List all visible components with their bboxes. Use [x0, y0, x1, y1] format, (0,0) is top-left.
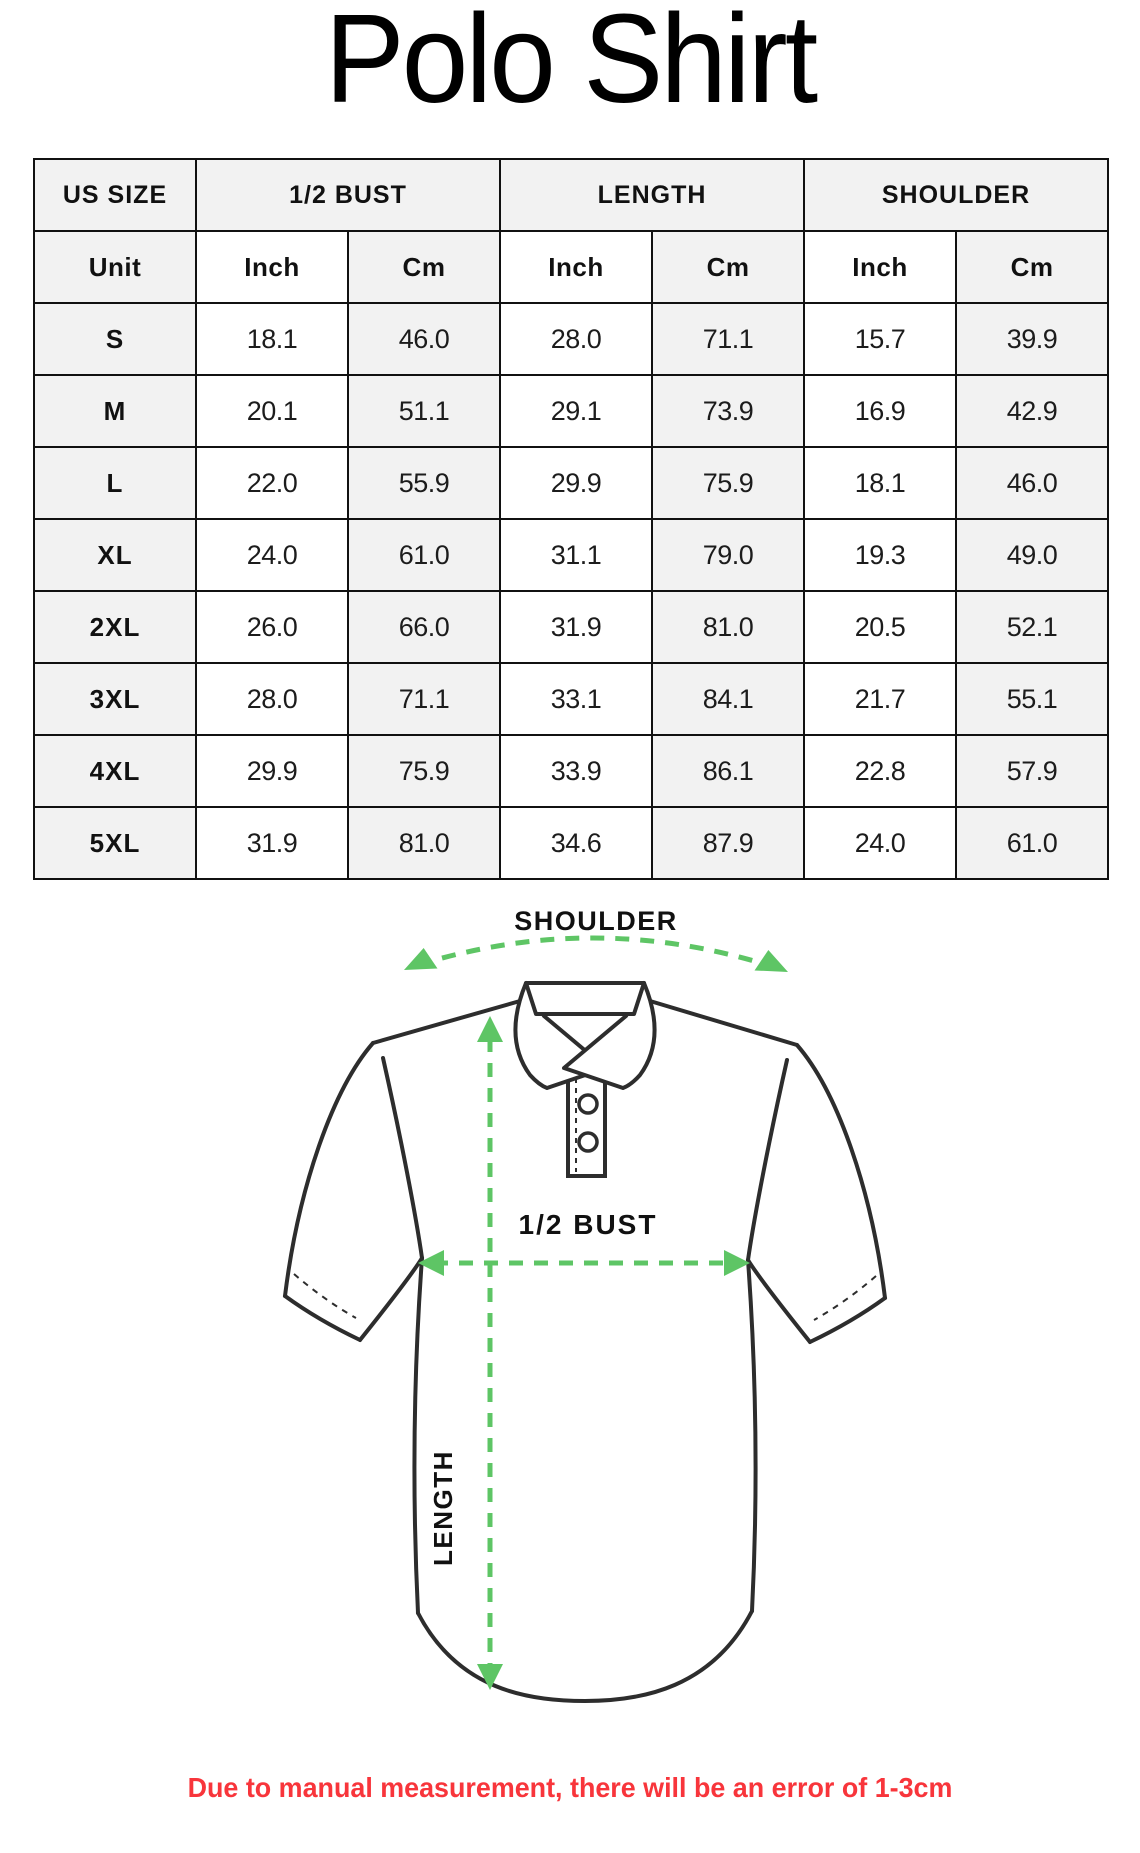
hem — [418, 1611, 752, 1701]
size-cell: 4XL — [34, 735, 196, 807]
value-cell: 73.9 — [652, 375, 804, 447]
table-row — [34, 447, 1108, 519]
shoulder-arrow-right-icon — [755, 948, 793, 981]
value-cell: 31.9 — [500, 591, 652, 663]
value-cell: 22.8 — [804, 735, 956, 807]
size-cell: XL — [34, 519, 196, 591]
length-label: LENGTH — [428, 1450, 458, 1566]
value-cell: 28.0 — [196, 663, 348, 735]
right-body-side — [748, 1260, 755, 1611]
shoulder-label: SHOULDER — [514, 906, 678, 936]
col-header-shoulder: SHOULDER — [804, 159, 1108, 231]
col-header-us-size: US SIZE — [34, 159, 196, 231]
unit-cm: Cm — [956, 231, 1108, 303]
value-cell: 29.1 — [500, 375, 652, 447]
size-cell: S — [34, 303, 196, 375]
value-cell: 24.0 — [196, 519, 348, 591]
table-row — [34, 303, 1108, 375]
value-cell: 57.9 — [956, 735, 1108, 807]
right-cuff-stitch — [814, 1276, 876, 1320]
left-sleeve-outer-edge — [285, 1043, 373, 1296]
value-cell: 19.3 — [804, 519, 956, 591]
value-cell: 26.0 — [196, 591, 348, 663]
table-row — [34, 519, 1108, 591]
size-cell: 3XL — [34, 663, 196, 735]
value-cell: 52.1 — [956, 591, 1108, 663]
measurement-error-note: Due to manual measurement, there will be an error of 1-3cm — [187, 1772, 953, 1803]
table-row — [34, 735, 1108, 807]
size-cell: L — [34, 447, 196, 519]
value-cell: 18.1 — [196, 303, 348, 375]
right-sleeve-cuff — [810, 1298, 885, 1342]
size-cell: 5XL — [34, 807, 196, 879]
value-cell: 87.9 — [652, 807, 804, 879]
unit-cm: Cm — [652, 231, 804, 303]
value-cell: 29.9 — [500, 447, 652, 519]
button-icon — [579, 1133, 597, 1151]
value-cell: 16.9 — [804, 375, 956, 447]
value-cell: 81.0 — [652, 591, 804, 663]
left-body-side — [415, 1258, 422, 1613]
value-cell: 34.6 — [500, 807, 652, 879]
value-cell: 71.1 — [348, 663, 500, 735]
value-cell: 33.9 — [500, 735, 652, 807]
value-cell: 66.0 — [348, 591, 500, 663]
bust-label: 1/2 BUST — [518, 1209, 658, 1240]
value-cell: 84.1 — [652, 663, 804, 735]
value-cell: 21.7 — [804, 663, 956, 735]
col-header-length: LENGTH — [500, 159, 804, 231]
unit-cm: Cm — [348, 231, 500, 303]
value-cell: 61.0 — [956, 807, 1108, 879]
size-cell: M — [34, 375, 196, 447]
value-cell: 31.9 — [196, 807, 348, 879]
shoulder-arrow-left-icon — [399, 946, 437, 979]
shoulder-arrow-line — [418, 938, 774, 967]
value-cell: 55.1 — [956, 663, 1108, 735]
unit-inch: Inch — [500, 231, 652, 303]
right-shoulder-seam — [650, 1001, 797, 1045]
value-cell: 71.1 — [652, 303, 804, 375]
collar-band — [526, 983, 644, 1014]
table-row — [34, 591, 1108, 663]
value-cell: 18.1 — [804, 447, 956, 519]
value-cell: 22.0 — [196, 447, 348, 519]
value-cell: 49.0 — [956, 519, 1108, 591]
size-chart-table — [33, 158, 1109, 880]
value-cell: 75.9 — [348, 735, 500, 807]
value-cell: 39.9 — [956, 303, 1108, 375]
table-row — [34, 375, 1108, 447]
button-icon — [579, 1095, 597, 1113]
col-header-half-bust: 1/2 BUST — [196, 159, 500, 231]
value-cell: 51.1 — [348, 375, 500, 447]
value-cell: 28.0 — [500, 303, 652, 375]
value-cell: 46.0 — [956, 447, 1108, 519]
value-cell: 46.0 — [348, 303, 500, 375]
table-row — [34, 663, 1108, 735]
value-cell: 42.9 — [956, 375, 1108, 447]
left-sleeve-underarm — [360, 1258, 422, 1340]
group-header-row — [34, 159, 1108, 231]
value-cell: 86.1 — [652, 735, 804, 807]
value-cell: 20.5 — [804, 591, 956, 663]
size-cell: 2XL — [34, 591, 196, 663]
unit-inch: Inch — [196, 231, 348, 303]
value-cell: 61.0 — [348, 519, 500, 591]
bust-arrow-right-icon — [724, 1250, 750, 1276]
left-sleeve-cuff — [285, 1296, 360, 1340]
right-sleeve-outer-edge — [797, 1045, 885, 1298]
value-cell: 75.9 — [652, 447, 804, 519]
value-cell: 33.1 — [500, 663, 652, 735]
left-sleeve-seam — [383, 1058, 422, 1258]
value-cell: 81.0 — [348, 807, 500, 879]
value-cell: 24.0 — [804, 807, 956, 879]
collar — [515, 983, 654, 1088]
unit-header: Unit — [34, 231, 196, 303]
unit-inch: Inch — [804, 231, 956, 303]
value-cell: 29.9 — [196, 735, 348, 807]
unit-header-row — [34, 231, 1108, 303]
value-cell: 79.0 — [652, 519, 804, 591]
value-cell: 20.1 — [196, 375, 348, 447]
value-cell: 31.1 — [500, 519, 652, 591]
polo-measurement-diagram — [190, 868, 950, 1748]
right-sleeve-underarm — [748, 1260, 810, 1342]
left-cuff-stitch — [294, 1274, 356, 1318]
page-title: Polo Shirt — [324, 0, 816, 129]
value-cell: 15.7 — [804, 303, 956, 375]
value-cell: 55.9 — [348, 447, 500, 519]
right-sleeve-seam — [748, 1060, 787, 1260]
length-arrow-top-icon — [477, 1016, 503, 1042]
